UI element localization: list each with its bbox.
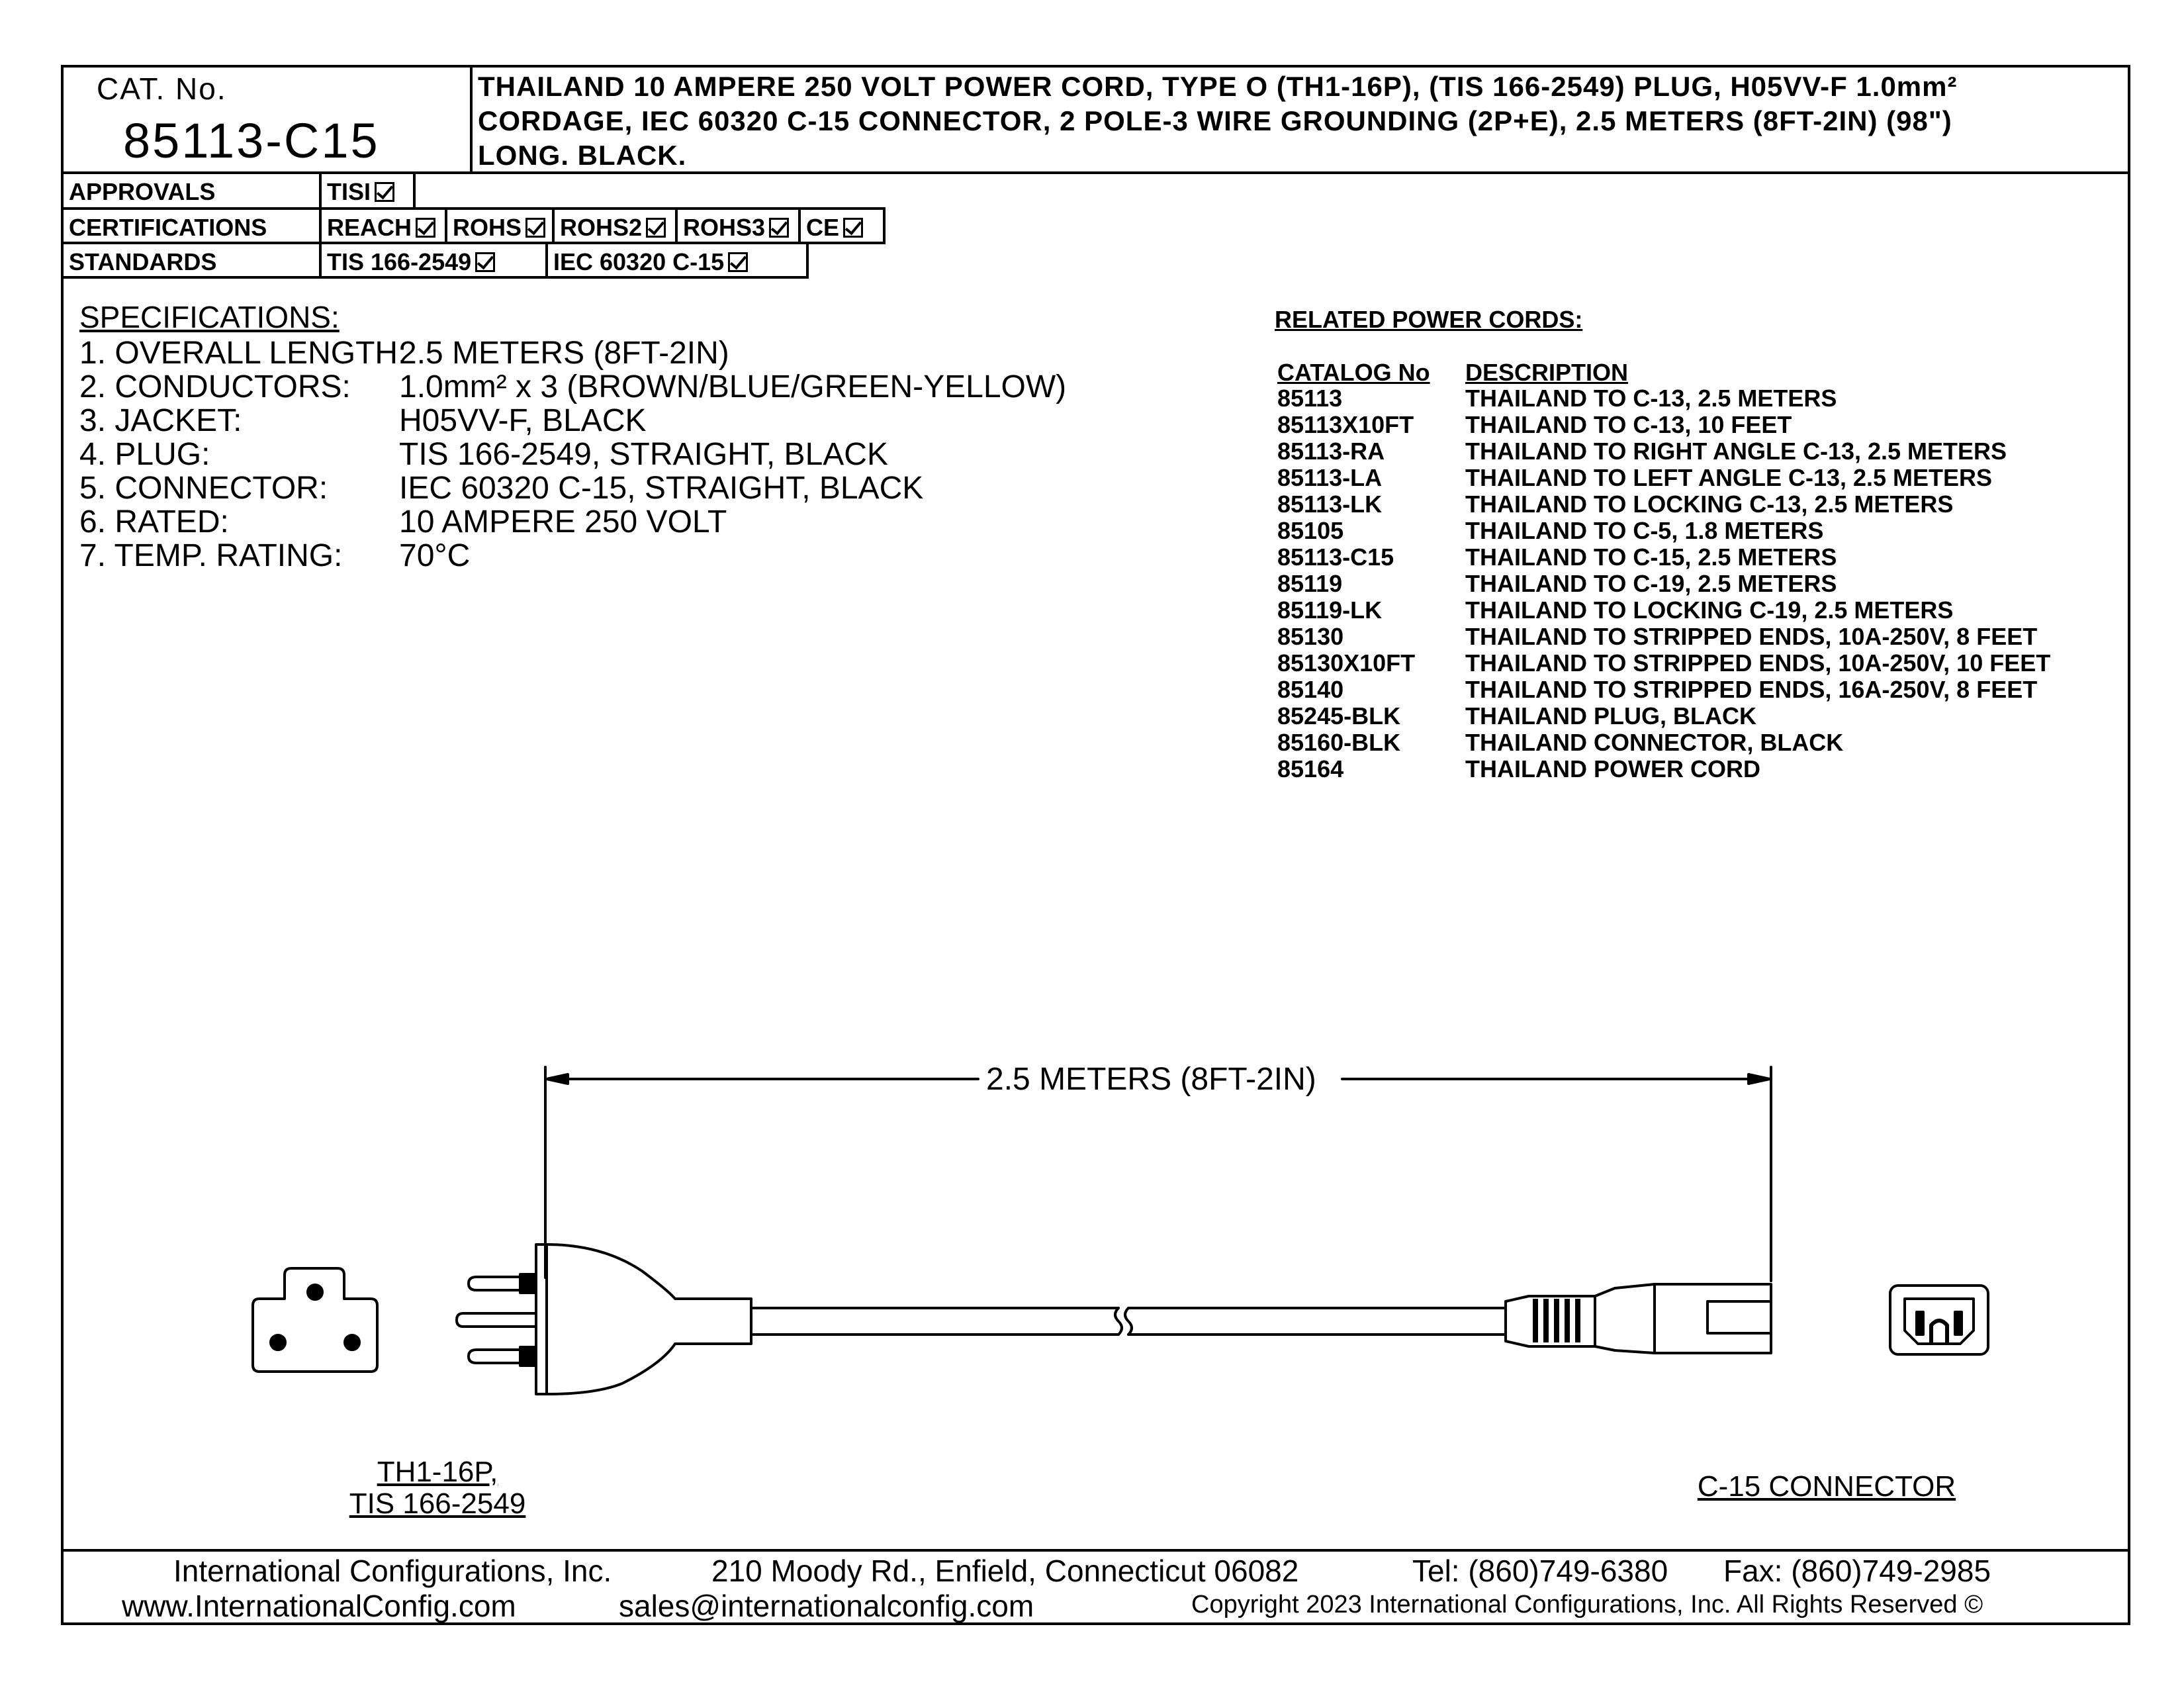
standards-label: STANDARDS xyxy=(61,242,322,279)
footer-fax: Fax: (860)749-2985 xyxy=(1723,1554,1991,1588)
approval-tisi: TISI xyxy=(319,171,416,210)
related-catalog: 85119 xyxy=(1277,570,1343,597)
related-description: THAILAND TO C-15, 2.5 METERS xyxy=(1465,543,1837,571)
spec-value: TIS 166-2549, STRAIGHT, BLACK xyxy=(399,437,888,472)
related-description: THAILAND POWER CORD xyxy=(1465,755,1760,782)
related-description: THAILAND TO STRIPPED ENDS, 10A-250V, 8 FEET xyxy=(1465,623,2038,650)
related-description: THAILAND CONNECTOR, BLACK xyxy=(1465,729,1844,756)
related-catalog: 85105 xyxy=(1277,517,1344,544)
title-line-1: THAILAND 10 AMPERE 250 VOLT POWER CORD, TYPE O (TH1-16P), (TIS 166-2549) PLUG, H05VV-F 1.0mm² xyxy=(478,71,1958,102)
plug-body xyxy=(536,1244,751,1394)
pin-sleeve-bottom xyxy=(520,1347,535,1366)
strain-relief-ribs xyxy=(1533,1299,1580,1342)
spec-label: 6. RATED: xyxy=(79,504,229,539)
related-description: THAILAND TO C-5, 1.8 METERS xyxy=(1465,517,1824,544)
spec-label: 1. OVERALL LENGTH: xyxy=(79,336,407,371)
footer-address: 210 Moody Rd., Enfield, Connecticut 06082 xyxy=(711,1554,1299,1588)
related-catalog: 85113-C15 xyxy=(1277,543,1394,571)
arrowhead-left xyxy=(547,1074,568,1084)
cert-rohs3: ROHS3 xyxy=(675,207,801,244)
related-catalog: 85160-BLK xyxy=(1277,729,1401,756)
cord-break-left xyxy=(1115,1308,1122,1335)
connector-label: C-15 CONNECTOR xyxy=(1697,1470,1956,1503)
related-title: RELATED POWER CORDS: xyxy=(1275,306,1583,333)
related-catalog: 85113-LA xyxy=(1277,464,1383,491)
cert-rohs2: ROHS2 xyxy=(552,207,678,244)
pin-sleeve-top xyxy=(520,1274,535,1293)
footer-tel: Tel: (860)749-6380 xyxy=(1412,1554,1668,1588)
related-description: THAILAND TO C-13, 2.5 METERS xyxy=(1465,385,1837,412)
cat-label: CAT. No. xyxy=(97,71,227,106)
related-description: THAILAND TO LOCKING C-13, 2.5 METERS xyxy=(1465,491,1954,518)
std-iec: IEC 60320 C-15 xyxy=(545,242,809,279)
footer-company: International Configurations, Inc. xyxy=(173,1554,612,1588)
spec-label: 5. CONNECTOR: xyxy=(79,471,328,506)
plug-label-line-1: TH1-16P, xyxy=(377,1456,498,1488)
ground-pin-hole xyxy=(308,1285,322,1299)
related-catalog: 85113-LK xyxy=(1277,491,1383,518)
related-catalog: 85113-RA xyxy=(1277,438,1385,465)
certifications-label: CERTIFICATIONS xyxy=(61,207,322,244)
connector-notch xyxy=(1707,1301,1771,1333)
cert-ce: CE xyxy=(798,207,886,244)
related-description: THAILAND PLUG, BLACK xyxy=(1465,702,1756,729)
spec-value: H05VV-F, BLACK xyxy=(399,403,647,438)
footer-website[interactable]: www.InternationalConfig.com xyxy=(122,1589,516,1623)
live-pin-hole xyxy=(271,1335,285,1350)
related-catalog: 85119-LK xyxy=(1277,596,1383,624)
title-line-2: CORDAGE, IEC 60320 C-15 CONNECTOR, 2 POLE-3 WIRE GROUNDING (2P+E), 2.5 METERS (8FT-2IN) (98") xyxy=(478,105,1952,136)
related-description: THAILAND TO LOCKING C-19, 2.5 METERS xyxy=(1465,596,1954,624)
spec-label: 3. JACKET: xyxy=(79,403,242,438)
related-description: THAILAND TO RIGHT ANGLE C-13, 2.5 METERS xyxy=(1465,438,2007,465)
related-catalog: 85113 xyxy=(1277,385,1343,412)
spec-value: 1.0mm² x 3 (BROWN/BLUE/GREEN-YELLOW) xyxy=(399,369,1067,404)
related-catalog: 85130X10FT xyxy=(1277,649,1416,677)
related-catalog: 85245-BLK xyxy=(1277,702,1401,729)
footer-copyright: Copyright 2023 International Configurations, Inc. All Rights Reserved © xyxy=(1191,1591,1983,1618)
related-col-description: DESCRIPTION xyxy=(1465,359,1629,386)
cat-number: 85113-C15 xyxy=(123,113,380,168)
plug-label-line-2: TIS 166-2549 xyxy=(349,1487,526,1520)
related-description: THAILAND TO STRIPPED ENDS, 10A-250V, 10 FEET xyxy=(1465,649,2051,677)
plug-pin-middle xyxy=(457,1313,535,1327)
std-tis: TIS 166-2549 xyxy=(319,242,548,279)
related-col-catalog: CATALOG No xyxy=(1277,359,1430,386)
related-catalog: 85130 xyxy=(1277,623,1344,650)
title-line-3: LONG. BLACK. xyxy=(478,140,687,171)
cert-rohs: ROHS xyxy=(445,207,555,244)
footer-email[interactable]: sales@internationalconfig.com xyxy=(619,1589,1034,1623)
connector-slot-left xyxy=(1917,1312,1923,1335)
connector-ground-slot xyxy=(1931,1321,1947,1342)
related-description: THAILAND TO C-19, 2.5 METERS xyxy=(1465,570,1837,597)
related-catalog: 85164 xyxy=(1277,755,1344,782)
spec-label: 7. TEMP. RATING: xyxy=(79,538,343,573)
dimension-label: 2.5 METERS (8FT-2IN) xyxy=(982,1061,1320,1098)
spec-value: 70°C xyxy=(399,538,471,573)
connector-body xyxy=(1595,1284,1771,1353)
spec-label: 4. PLUG: xyxy=(79,437,210,472)
spec-label: 2. CONDUCTORS: xyxy=(79,369,351,404)
spec-value: 10 AMPERE 250 VOLT xyxy=(399,504,727,539)
neutral-pin-hole xyxy=(345,1335,359,1350)
cord-break-right xyxy=(1125,1308,1132,1335)
spec-value: IEC 60320 C-15, STRAIGHT, BLACK xyxy=(399,471,924,506)
spec-value: 2.5 METERS (8FT-2IN) xyxy=(399,336,729,371)
approvals-label: APPROVALS xyxy=(61,171,322,210)
related-catalog: 85140 xyxy=(1277,676,1344,703)
specifications-title: SPECIFICATIONS: xyxy=(79,300,340,334)
related-description: THAILAND TO C-13, 10 FEET xyxy=(1465,411,1792,438)
connector-slot-right xyxy=(1955,1312,1962,1335)
cert-reach: REACH xyxy=(319,207,447,244)
related-description: THAILAND TO LEFT ANGLE C-13, 2.5 METERS xyxy=(1465,464,1993,491)
related-catalog: 85113X10FT xyxy=(1277,411,1414,438)
connector-strain-relief xyxy=(1506,1296,1595,1346)
related-description: THAILAND TO STRIPPED ENDS, 16A-250V, 8 FEET xyxy=(1465,676,2038,703)
arrowhead-right xyxy=(1749,1074,1770,1084)
